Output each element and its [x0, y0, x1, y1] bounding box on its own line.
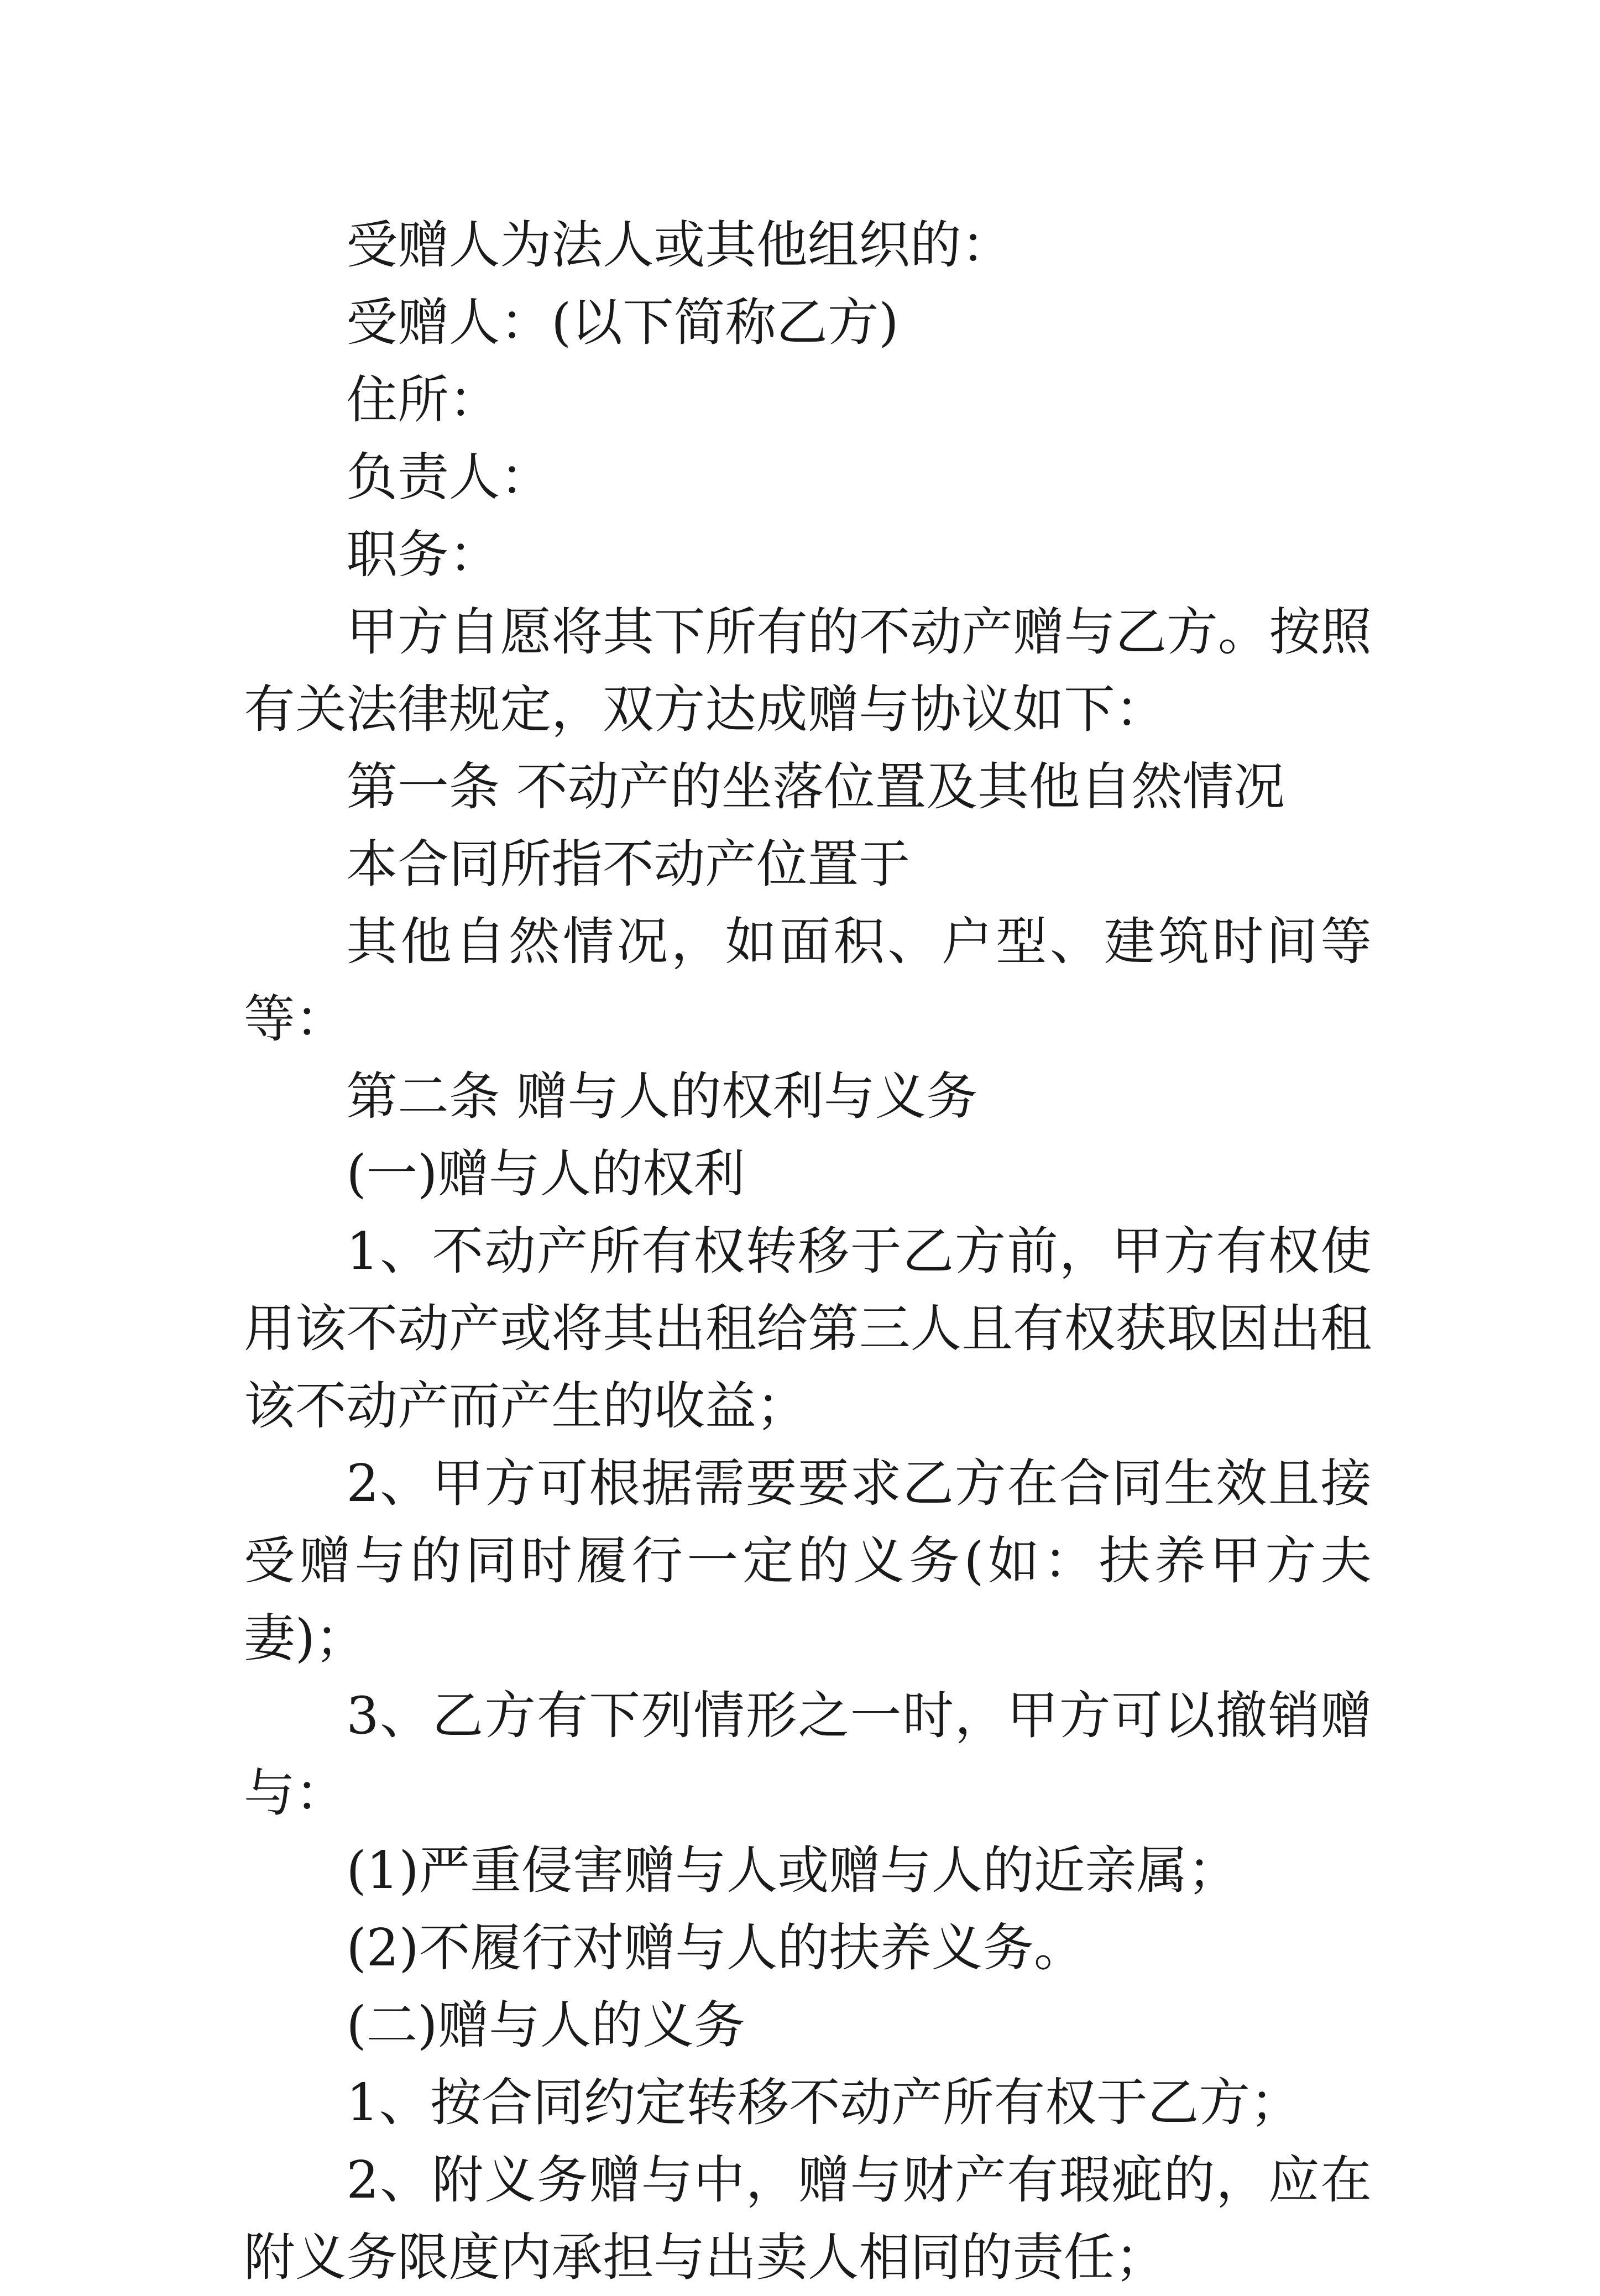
position-line: 职务：: [346, 525, 500, 584]
donor-rights-heading: (一)赠与人的权利: [346, 1144, 745, 1204]
responsible-person-line: 负责人：: [346, 447, 552, 507]
document-body: [244, 206, 1372, 2296]
donor-obligation-2: 2、附义务赠与中，赠与财产有瑕疵的，应在附义务限度内承担与出卖人相同的责任；: [244, 2150, 1372, 2287]
property-details-line: 其他自然情况，如面积、户型、建筑时间等等：: [244, 912, 1372, 1049]
donor-right-1: 1、不动产所有权转移于乙方前，甲方有权使用该不动产或将其出租给第三人且有权获取因出租该不动产而产生的收益；: [244, 1221, 1372, 1436]
revocation-condition-1: (1)严重侵害赠与人或赠与人的近亲属；: [346, 1840, 1239, 1900]
article-1-heading: 第一条 不动产的坐落位置及其他自然情况: [346, 757, 1285, 817]
recipient-type-line: 受赠人为法人或其他组织的：: [346, 215, 1013, 275]
recipient-line: 受赠人：(以下简称乙方): [346, 292, 899, 352]
donor-obligation-1: 1、按合同约定转移不动产所有权于乙方；: [346, 2073, 1301, 2132]
revocation-condition-2: (2)不履行对赠与人的扶养义务。: [346, 1918, 1085, 1978]
address-line: 住所：: [346, 370, 500, 430]
article-2-heading: 第二条 赠与人的权利与义务: [346, 1066, 978, 1126]
donor-right-3: 3、乙方有下列情形之一时，甲方可以撤销赠与：: [244, 1686, 1372, 1823]
donor-right-2: 2、甲方可根据需要要求乙方在合同生效且接受赠与的同时履行一定的义务(如：扶养甲方夫妻)；: [244, 1453, 1372, 1668]
intent-paragraph: 甲方自愿将其下所有的不动产赠与乙方。按照有关法律规定，双方达成赠与协议如下：: [244, 602, 1372, 739]
donor-obligations-heading: (二)赠与人的义务: [346, 1995, 745, 2055]
property-location-line: 本合同所指不动产位置于: [346, 834, 910, 894]
